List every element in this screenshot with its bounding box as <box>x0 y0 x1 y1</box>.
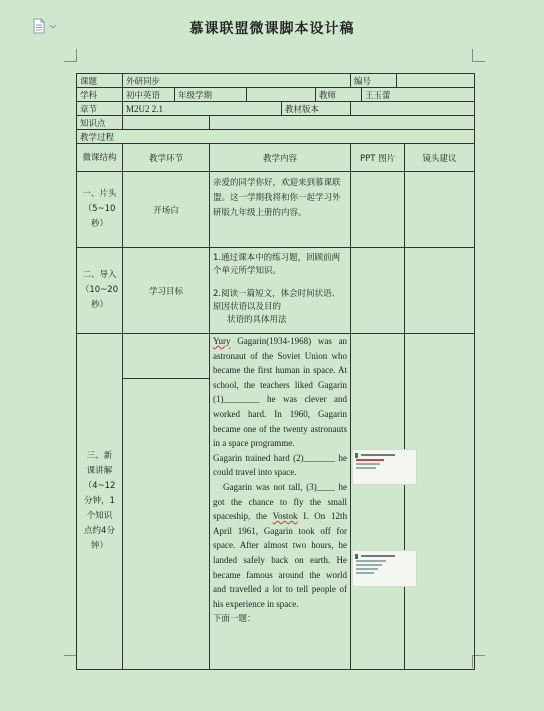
shot-cell <box>405 334 475 670</box>
grade-label: 年级学期 <box>175 88 247 102</box>
topic-value: 外研同步 <box>123 74 351 88</box>
step-cell <box>123 334 210 670</box>
passage-p3b: I. On 12th April 1961, Gagarin took off for space. After almost two hours, he landed safely back on earth. He became famous around the world and travelled a lot to tell people of his experience in space. <box>213 511 348 609</box>
edition-value <box>351 102 475 116</box>
thumbnail-line <box>356 459 384 461</box>
vostok-word: Vostok <box>272 511 298 522</box>
content-cell <box>210 248 351 334</box>
row-lesson <box>77 334 475 670</box>
step-subcell <box>123 334 209 379</box>
thumbnail-line <box>356 568 378 570</box>
content-cell: 亲爱的同学你好，欢迎来到慕课联盟。这一学期我将和你一起学习外研版九年级上册的内容。 <box>210 172 351 248</box>
structure-cell: 二、导入（10~20秒） <box>77 248 123 334</box>
passage-p1: Gagarin(1934-1968) was an astronaut of the Soviet Union who became the first human in space. At school, the teachers liked Gagarin (1)________ he was clever and worked hard. In 1960, Gagarin became one of the twenty astronauts in a space programme. <box>213 336 348 449</box>
ppt-thumbnail[interactable] <box>352 550 417 587</box>
chapter-label: 章节 <box>77 102 123 116</box>
objective-2: 2.阅读一篇短文，体会时间状语、原因状语以及目的 <box>213 289 341 312</box>
thumbnail-line <box>356 564 382 566</box>
row-intro <box>77 248 475 334</box>
thumbnail-marker <box>355 453 358 458</box>
crop-mark <box>64 49 77 62</box>
structure-cell: 三、新课讲解（4~12分钟，1个知识点约4分钟） <box>77 334 123 670</box>
header-structure: 微课结构 <box>77 144 123 172</box>
thumbnail-line <box>356 560 386 562</box>
edition-label: 教材版本 <box>282 102 351 116</box>
info-row-topic <box>77 74 475 88</box>
ppt-cell <box>351 172 405 248</box>
subject-label: 学科 <box>77 88 123 102</box>
ppt-cell <box>351 248 405 334</box>
teacher-value: 王玉蕾 <box>362 88 475 102</box>
page-title: 慕课联盟微课脚本设计稿 <box>189 21 355 37</box>
number-label: 编号 <box>351 74 397 88</box>
thumbnail-marker <box>355 554 358 559</box>
knowledge-value-2 <box>210 116 475 130</box>
thumbnail-line <box>356 467 376 469</box>
info-row-knowledge <box>77 116 475 130</box>
content-cell <box>210 334 351 670</box>
passage-p3a: Gagarin was not tall, (3)____ he got the chance to fly the small spaceship, the <box>213 481 348 522</box>
passage-end: 下面一题： <box>213 614 256 625</box>
header-shot: 镜头建议 <box>405 144 475 172</box>
shot-cell <box>405 248 475 334</box>
info-row-subject <box>77 88 475 102</box>
thumbnail-line <box>361 454 395 456</box>
header-ppt: PPT 图片 <box>351 144 405 172</box>
thumbnail-line <box>361 555 395 557</box>
process-label: 教学过程 <box>77 130 475 144</box>
objective-2-cont: 状语的具体用法 <box>227 315 287 325</box>
info-row-process <box>77 130 475 144</box>
thumbnail-line <box>356 463 380 465</box>
ppt-thumbnail[interactable] <box>352 449 417 485</box>
grade-value <box>247 88 316 102</box>
crop-mark <box>472 49 485 62</box>
step-cell: 开场白 <box>123 172 210 248</box>
row-opening <box>77 172 475 248</box>
topic-label: 课题 <box>77 74 123 88</box>
ppt-cell <box>351 334 405 670</box>
step-cell: 学习目标 <box>123 248 210 334</box>
chapter-value: M2U2 2.1 <box>123 102 282 116</box>
shot-cell <box>405 172 475 248</box>
structure-cell: 一、片头（5~10秒） <box>77 172 123 248</box>
passage-p2: Gagarin trained hard (2)_______ he could travel into space. <box>213 452 348 478</box>
header-row <box>77 144 475 172</box>
header-content: 教学内容 <box>210 144 351 172</box>
teacher-label: 教师 <box>316 88 362 102</box>
number-value <box>397 74 475 88</box>
objective-1: 1.通过课本中的练习题，回顾前两个单元所学知识。 <box>213 253 341 276</box>
knowledge-value-1 <box>123 116 210 130</box>
knowledge-label: 知识点 <box>77 116 123 130</box>
name-word: Yury <box>213 336 231 346</box>
thumbnail-line <box>356 572 374 574</box>
subject-value: 初中英语 <box>123 88 175 102</box>
info-row-chapter <box>77 102 475 116</box>
header-step: 教学环节 <box>123 144 210 172</box>
